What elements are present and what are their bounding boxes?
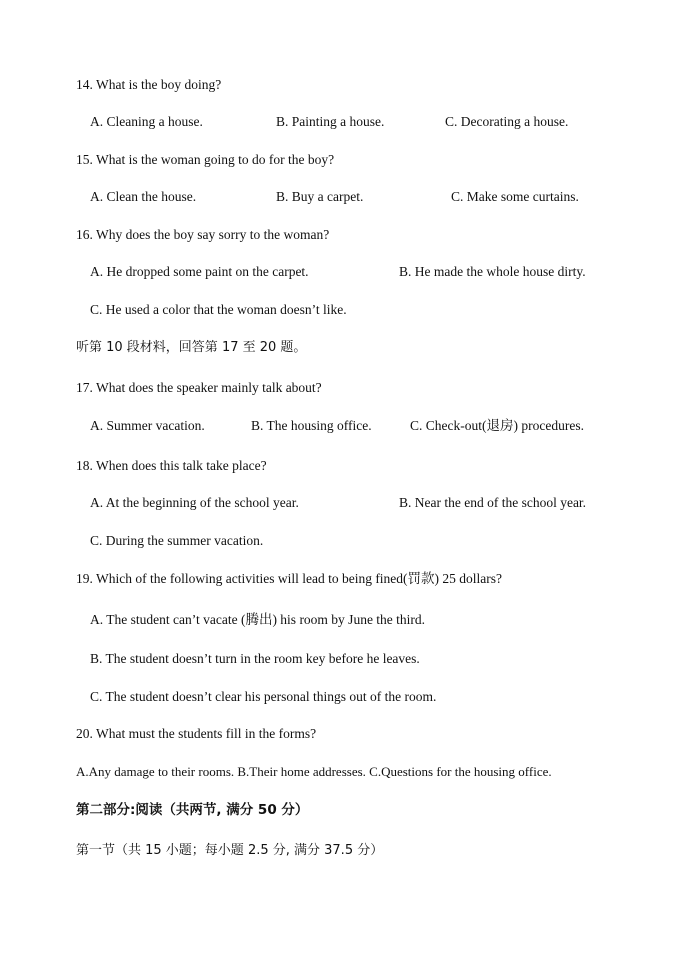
question-14-option-b: B. Painting a house. [276, 114, 385, 129]
question-18-option-a: A. At the beginning of the school year. [90, 495, 299, 510]
question-18-option-b: B. Near the end of the school year. [399, 495, 587, 510]
listening-section-instruction: 听第 10 段材料，回答第 17 至 20 题。 [76, 340, 307, 355]
question-17-option-b: B. The housing office. [251, 418, 372, 433]
question-19-stem: 19. Which of the following activities will lead to being fined(罚款) 25 dollars? [76, 571, 503, 586]
section-1-heading: 第一节（共 15 小题；每小题 2.5 分, 满分 37.5 分） [76, 843, 384, 858]
question-19-option-c: C. The student doesn’t clear his personal things out of the room. [90, 689, 437, 704]
question-15-option-c: C. Make some curtains. [451, 189, 579, 204]
question-16-option-c: C. He used a color that the woman doesn’t like. [90, 302, 347, 317]
question-14-option-a: A. Cleaning a house. [90, 114, 203, 129]
question-19-option-a: A. The student can’t vacate (腾出) his room by June the third. [90, 612, 426, 627]
question-15-option-b: B. Buy a carpet. [276, 189, 364, 204]
question-20-options: A.Any damage to their rooms. B.Their home addresses. C.Questions for the housing office. [76, 764, 552, 779]
question-20-stem: 20. What must the students fill in the forms? [76, 726, 317, 741]
question-16-option-b: B. He made the whole house dirty. [399, 264, 586, 279]
question-17-stem: 17. What does the speaker mainly talk about? [76, 380, 322, 395]
question-17-option-c: C. Check-out(退房) procedures. [410, 418, 584, 433]
question-19-option-b: B. The student doesn’t turn in the room key before he leaves. [90, 651, 420, 666]
question-15-option-a: A. Clean the house. [90, 189, 197, 204]
question-15-stem: 15. What is the woman going to do for the boy? [76, 152, 335, 167]
question-16-option-a: A. He dropped some paint on the carpet. [90, 264, 309, 279]
part-2-heading: 第二部分:阅读（共两节, 满分 50 分） [76, 802, 309, 818]
question-14-stem: 14. What is the boy doing? [76, 77, 222, 92]
question-18-stem: 18. When does this talk take place? [76, 458, 267, 473]
question-16-stem: 16. Why does the boy say sorry to the woman? [76, 227, 330, 242]
question-17-option-a: A. Summer vacation. [90, 418, 205, 433]
question-14-option-c: C. Decorating a house. [445, 114, 569, 129]
question-18-option-c: C. During the summer vacation. [90, 533, 264, 548]
